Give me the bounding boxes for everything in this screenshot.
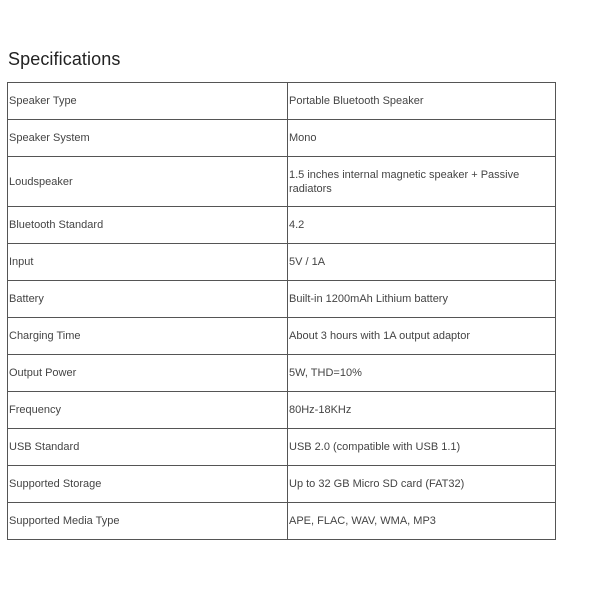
table-row (8, 429, 556, 466)
spec-label: Bluetooth Standard (8, 207, 288, 244)
table-row (8, 244, 556, 281)
spec-label: Frequency (8, 392, 288, 429)
spec-label: Speaker Type (8, 83, 288, 120)
table-row (8, 120, 556, 157)
specifications-table (7, 82, 556, 540)
spec-value: 5V / 1A (288, 244, 556, 281)
spec-value: USB 2.0 (compatible with USB 1.1) (288, 429, 556, 466)
table-row (8, 503, 556, 540)
spec-label: Supported Media Type (8, 503, 288, 540)
spec-value: 4.2 (288, 207, 556, 244)
table-row (8, 207, 556, 244)
table-row (8, 466, 556, 503)
table-row (8, 281, 556, 318)
spec-label: Loudspeaker (8, 157, 288, 207)
table-row (8, 318, 556, 355)
spec-value: Portable Bluetooth Speaker (288, 83, 556, 120)
table-row (8, 157, 556, 207)
spec-label: Charging Time (8, 318, 288, 355)
spec-label: Output Power (8, 355, 288, 392)
spec-label: Battery (8, 281, 288, 318)
spec-value: Built-in 1200mAh Lithium battery (288, 281, 556, 318)
page-title: Specifications (8, 49, 121, 69)
spec-label: Speaker System (8, 120, 288, 157)
table-row (8, 83, 556, 120)
table-row (8, 355, 556, 392)
spec-label: USB Standard (8, 429, 288, 466)
spec-value: APE, FLAC, WAV, WMA, MP3 (288, 503, 556, 540)
spec-value: Mono (288, 120, 556, 157)
spec-value: Up to 32 GB Micro SD card (FAT32) (288, 466, 556, 503)
spec-label: Input (8, 244, 288, 281)
spec-value: 80Hz-18KHz (288, 392, 556, 429)
spec-value: 5W, THD=10% (288, 355, 556, 392)
spec-label: Supported Storage (8, 466, 288, 503)
spec-value: About 3 hours with 1A output adaptor (288, 318, 556, 355)
spec-value: 1.5 inches internal magnetic speaker + Passive radiators (288, 157, 556, 207)
table-row (8, 392, 556, 429)
